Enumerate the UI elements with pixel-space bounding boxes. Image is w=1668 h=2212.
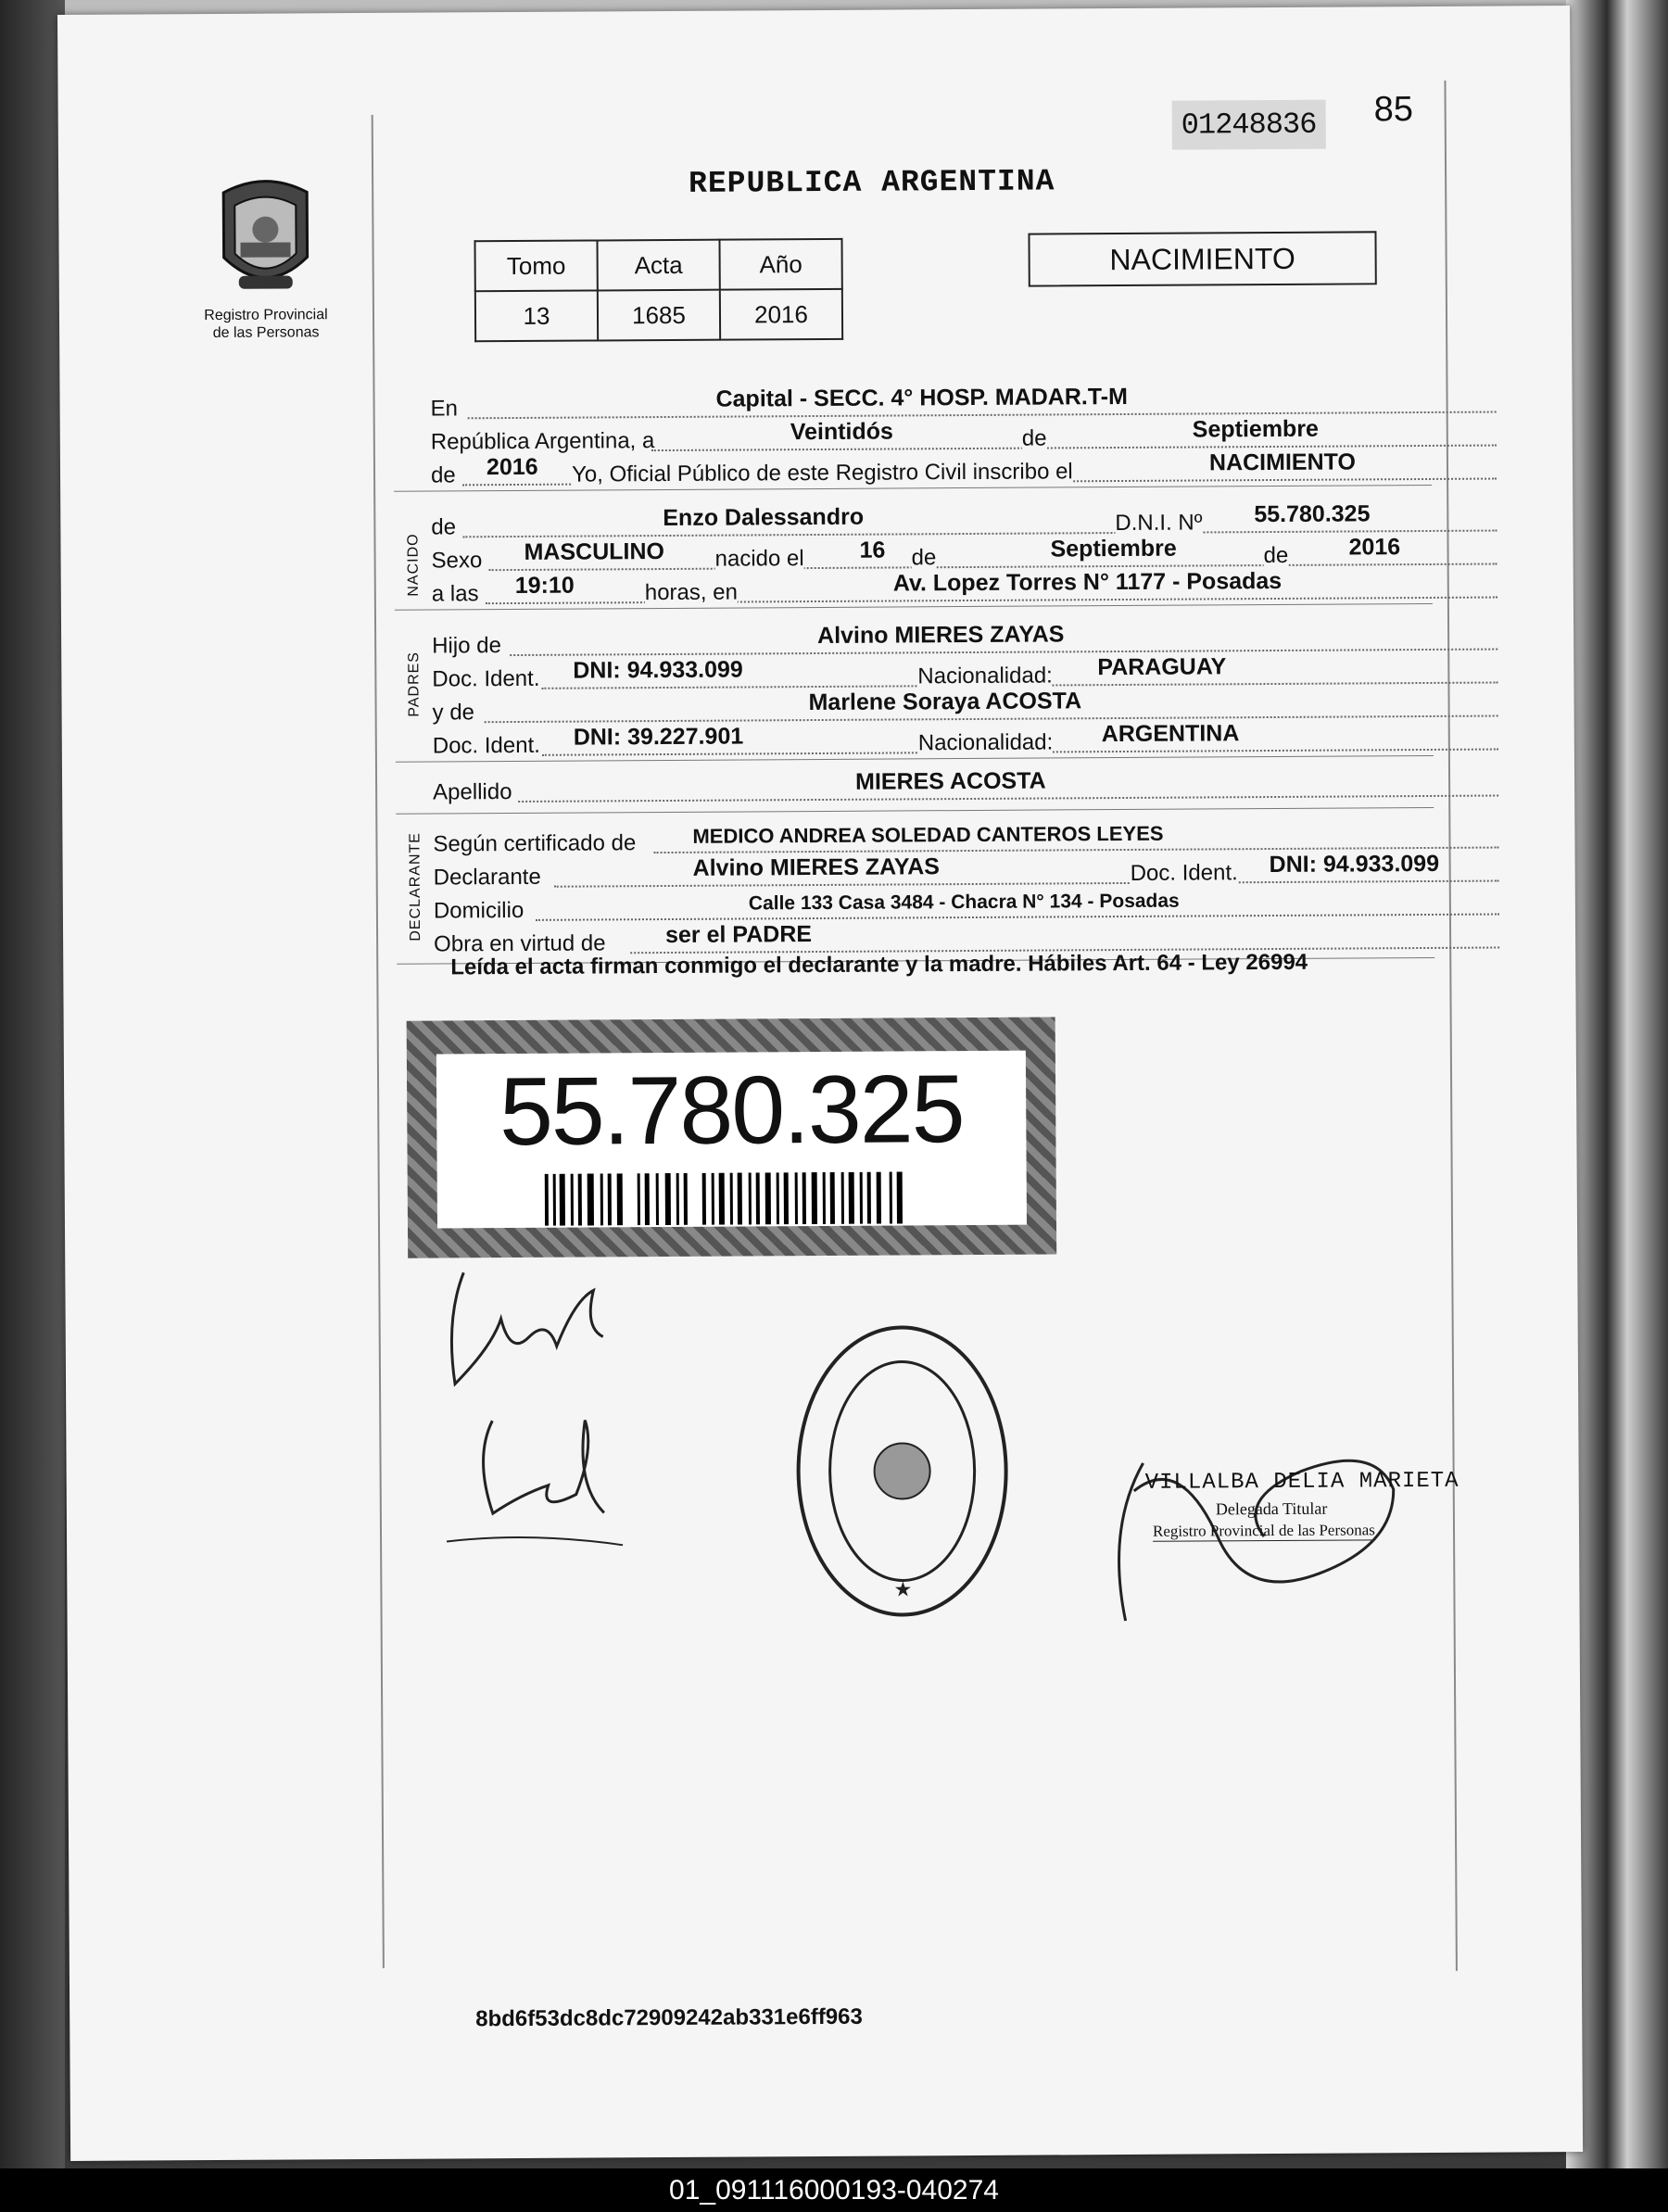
value-en: Capital - SECC. 4° HOSP. MADAR.T-M [715, 383, 1128, 412]
value-declarante: Alvino MIERES ZAYAS [692, 853, 940, 881]
value-apellido: MIERES ACOSTA [854, 767, 1046, 795]
row-oficial [431, 451, 1497, 489]
label-doc-mother: Doc. Ident. [432, 732, 540, 759]
label-dni: D.N.I. Nº [1115, 510, 1203, 537]
value-day: Veintidós [790, 418, 893, 446]
declarant-signature [436, 1262, 678, 1561]
label-de3: de [431, 514, 457, 540]
value-birth-time: 19:10 [514, 572, 575, 599]
signatory-stamp [1096, 1434, 1486, 1631]
signatory-role: Delegada Titular [1215, 1498, 1328, 1519]
record-type-box: NACIMIENTO [1028, 231, 1376, 286]
dni-sticker-number: 55.780.325 [499, 1055, 964, 1167]
row-sexo [431, 534, 1497, 575]
row-madre-doc [433, 722, 1498, 760]
value-father-nat: PARAGUAY [1097, 653, 1227, 681]
label-doc-father: Doc. Ident. [432, 665, 540, 692]
province-logo [205, 175, 326, 306]
row-padre-doc [432, 655, 1497, 693]
row-declarante [433, 850, 1499, 891]
row-padre [432, 622, 1497, 660]
value-year: 2016 [486, 453, 538, 481]
label-decl-doc: Doc. Ident. [1130, 860, 1238, 886]
row-hora [431, 567, 1497, 608]
page-number: 85 [1373, 90, 1414, 130]
row-apellido [433, 768, 1498, 806]
value-mother-nat: ARGENTINA [1101, 720, 1240, 748]
side-label-padres: PADRES [406, 651, 423, 717]
header-tomo: Tomo [475, 240, 598, 291]
value-domicilio: Calle 133 Casa 3484 - Chacra N° 134 - Posadas [748, 890, 1180, 915]
header-anio: Año [719, 239, 841, 290]
label-de2: de [430, 462, 456, 488]
right-margin-line [1444, 81, 1457, 1971]
value-month: Septiembre [1192, 415, 1320, 443]
label-domicilio: Domicilio [433, 897, 524, 924]
document-title: REPUBLICA ARGENTINA [689, 164, 1055, 201]
label-hijo: Hijo de [432, 633, 501, 659]
label-de: de [1021, 425, 1047, 451]
footer-id: 01_091116000193-040274 [0, 2168, 1668, 2212]
signatory-office: Registro Provincial de las Personas [1152, 1521, 1375, 1540]
label-nacido: nacido el [714, 546, 804, 572]
value-decl-doc: DNI: 94.933.099 [1269, 850, 1440, 878]
side-label-nacido: NACIDO [405, 533, 422, 597]
value-father-name: Alvino MIERES ZAYAS [817, 621, 1065, 650]
dni-sticker [407, 1017, 1057, 1258]
label-declarante: Declarante [433, 864, 541, 891]
value-birth-place: Av. Lopez Torres N° 1177 - Posadas [892, 567, 1283, 597]
row-en [430, 385, 1496, 423]
label-en: En [430, 396, 459, 422]
value-dni: 55.780.325 [1254, 500, 1371, 528]
row-name [431, 500, 1497, 541]
background-left [0, 0, 65, 2168]
label-nac-mother: Nacionalidad: [917, 729, 1054, 756]
label-yde: y de [432, 700, 475, 726]
label-nac-father: Nacionalidad: [917, 663, 1053, 689]
background-right [1566, 0, 1668, 2168]
label-sexo: Sexo [431, 548, 483, 574]
value-birth-year: 2016 [1348, 534, 1401, 561]
section-divider [396, 807, 1434, 815]
value-mother-name: Marlene Soraya ACOSTA [808, 688, 1082, 716]
left-margin-line [372, 115, 385, 1968]
value-inscribe: NACIMIENTO [1208, 449, 1356, 476]
document-hash: 8bd6f53dc8dc72909242ab331e6ff963 [475, 2003, 863, 2032]
label-oficial: Yo, Oficial Público de este Registro Civil inscribo el [571, 459, 1073, 487]
value-anio: 2016 [720, 289, 842, 340]
label-republica: República Argentina, a [430, 428, 655, 455]
row-domicilio [434, 887, 1499, 925]
closing-text: Leída el acta firman conmigo el declarante y la madre. Hábiles Art. 64 - Ley 26994 [450, 949, 1308, 980]
label-horas: horas, en [644, 579, 738, 606]
serial-number: 01248836 [1172, 100, 1326, 150]
dni-sticker-panel [436, 1051, 1027, 1229]
logo-caption-line2: de las Personas [212, 324, 320, 341]
value-sexo: MASCULINO [524, 538, 665, 565]
official-seal [790, 1318, 1015, 1624]
label-de5: de [1263, 542, 1289, 569]
signatory-name: VILLALBA DELIA MARIETA [1144, 1468, 1460, 1496]
document-page [57, 6, 1583, 2161]
value-tomo: 13 [475, 290, 598, 341]
value-obra: ser el PADRE [664, 921, 813, 949]
value-child-name: Enzo Dalessandro [663, 503, 865, 532]
value-acta: 1685 [598, 290, 720, 341]
value-father-doc: DNI: 94.933.099 [573, 656, 743, 684]
label-de4: de [911, 545, 937, 571]
header-acta: Acta [597, 240, 719, 291]
row-madre [432, 689, 1497, 727]
logo-caption-line1: Registro Provincial [204, 307, 328, 324]
barcode [545, 1171, 916, 1225]
value-cert: MEDICO ANDREA SOLEDAD CANTEROS LEYES [692, 821, 1164, 848]
logo-caption [178, 306, 354, 342]
label-obra: Obra en virtud de [434, 930, 606, 957]
label-alas: a las [431, 581, 479, 607]
side-label-declarante: DECLARANTE [407, 832, 424, 942]
value-birth-day: 16 [859, 537, 886, 563]
value-mother-doc: DNI: 39.227.901 [573, 723, 744, 751]
label-apellido: Apellido [433, 779, 512, 805]
label-cert: Según certificado de [433, 830, 637, 857]
svg-text:★: ★ [893, 1577, 913, 1601]
value-birth-month: Septiembre [1050, 535, 1177, 562]
record-table [474, 238, 843, 342]
